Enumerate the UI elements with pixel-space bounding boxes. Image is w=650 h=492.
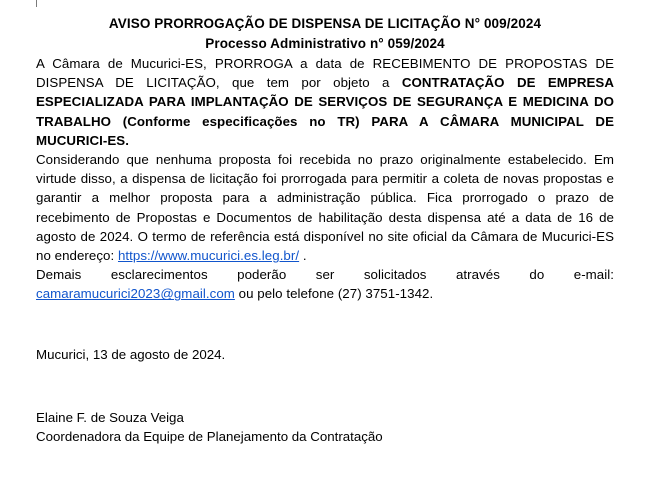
- document-title: [36, 0, 614, 54]
- document-title-line-1: AVISO PRORROGAÇÃO DE DISPENSA DE LICITAÇÃO N° 009/2024: [108, 16, 542, 31]
- website-link[interactable]: https://www.mucurici.es.leg.br/: [117, 248, 300, 264]
- paragraph-object-intro: A Câmara de Mucurici-ES, PRORROGA a data de RECEBIMENTO DE PROPOSTAS DE DISPENSA DE LICITAÇÃO, que tem por objeto a: [36, 56, 614, 91]
- paragraph-object-subject: CONTRATAÇÃO DE EMPRESA ESPECIALIZADA PARA IMPLANTAÇÃO DE SERVIÇOS DE SEGURANÇA E MEDICINA DO TRABALHO (Conforme especificações no TR) PARA A CÂMARA MUNICIPAL DE MUCURICI-ES.: [36, 75, 614, 148]
- email-link[interactable]: camaramucurici2023@gmail.com: [36, 286, 235, 302]
- paragraph-justification-tail: .: [299, 248, 307, 264]
- signatory-role: Coordenadora da Equipe de Planejamento da Contratação: [36, 429, 383, 445]
- paragraph-justification: [36, 150, 614, 265]
- paragraph-contact: [36, 265, 614, 303]
- document-content: [36, 0, 614, 446]
- signatory-name: Elaine F. de Souza Veiga: [36, 409, 184, 425]
- paragraph-object: [36, 54, 614, 150]
- place-and-date: Mucurici, 13 de agosto de 2024.: [36, 346, 226, 362]
- signature-block: [36, 408, 614, 446]
- paragraph-contact-tail: ou pelo telefone (27) 3751-1342.: [234, 286, 434, 302]
- paragraph-justification-text: Considerando que nenhuma proposta foi recebida no prazo originalmente estabelecido. Em virtude disso, a dispensa de licitação foi prorrogada para permitir a coleta de novas propostas e garantir a melhor proposta para a administração pública. Fica prorrogado o prazo de recebimento de Propostas e Documentos de habilitação desta dispensa até a data de 16 de agosto de 2024. O termo de referência está disponível no site oficial da Câmara de Mucurici-ES no endereço:: [36, 152, 614, 264]
- document-title-line-2: Processo Administrativo n° 059/2024: [205, 36, 445, 51]
- paragraph-contact-text: Demais esclarecimentos poderão ser solicitados através do e-mail:: [36, 267, 614, 283]
